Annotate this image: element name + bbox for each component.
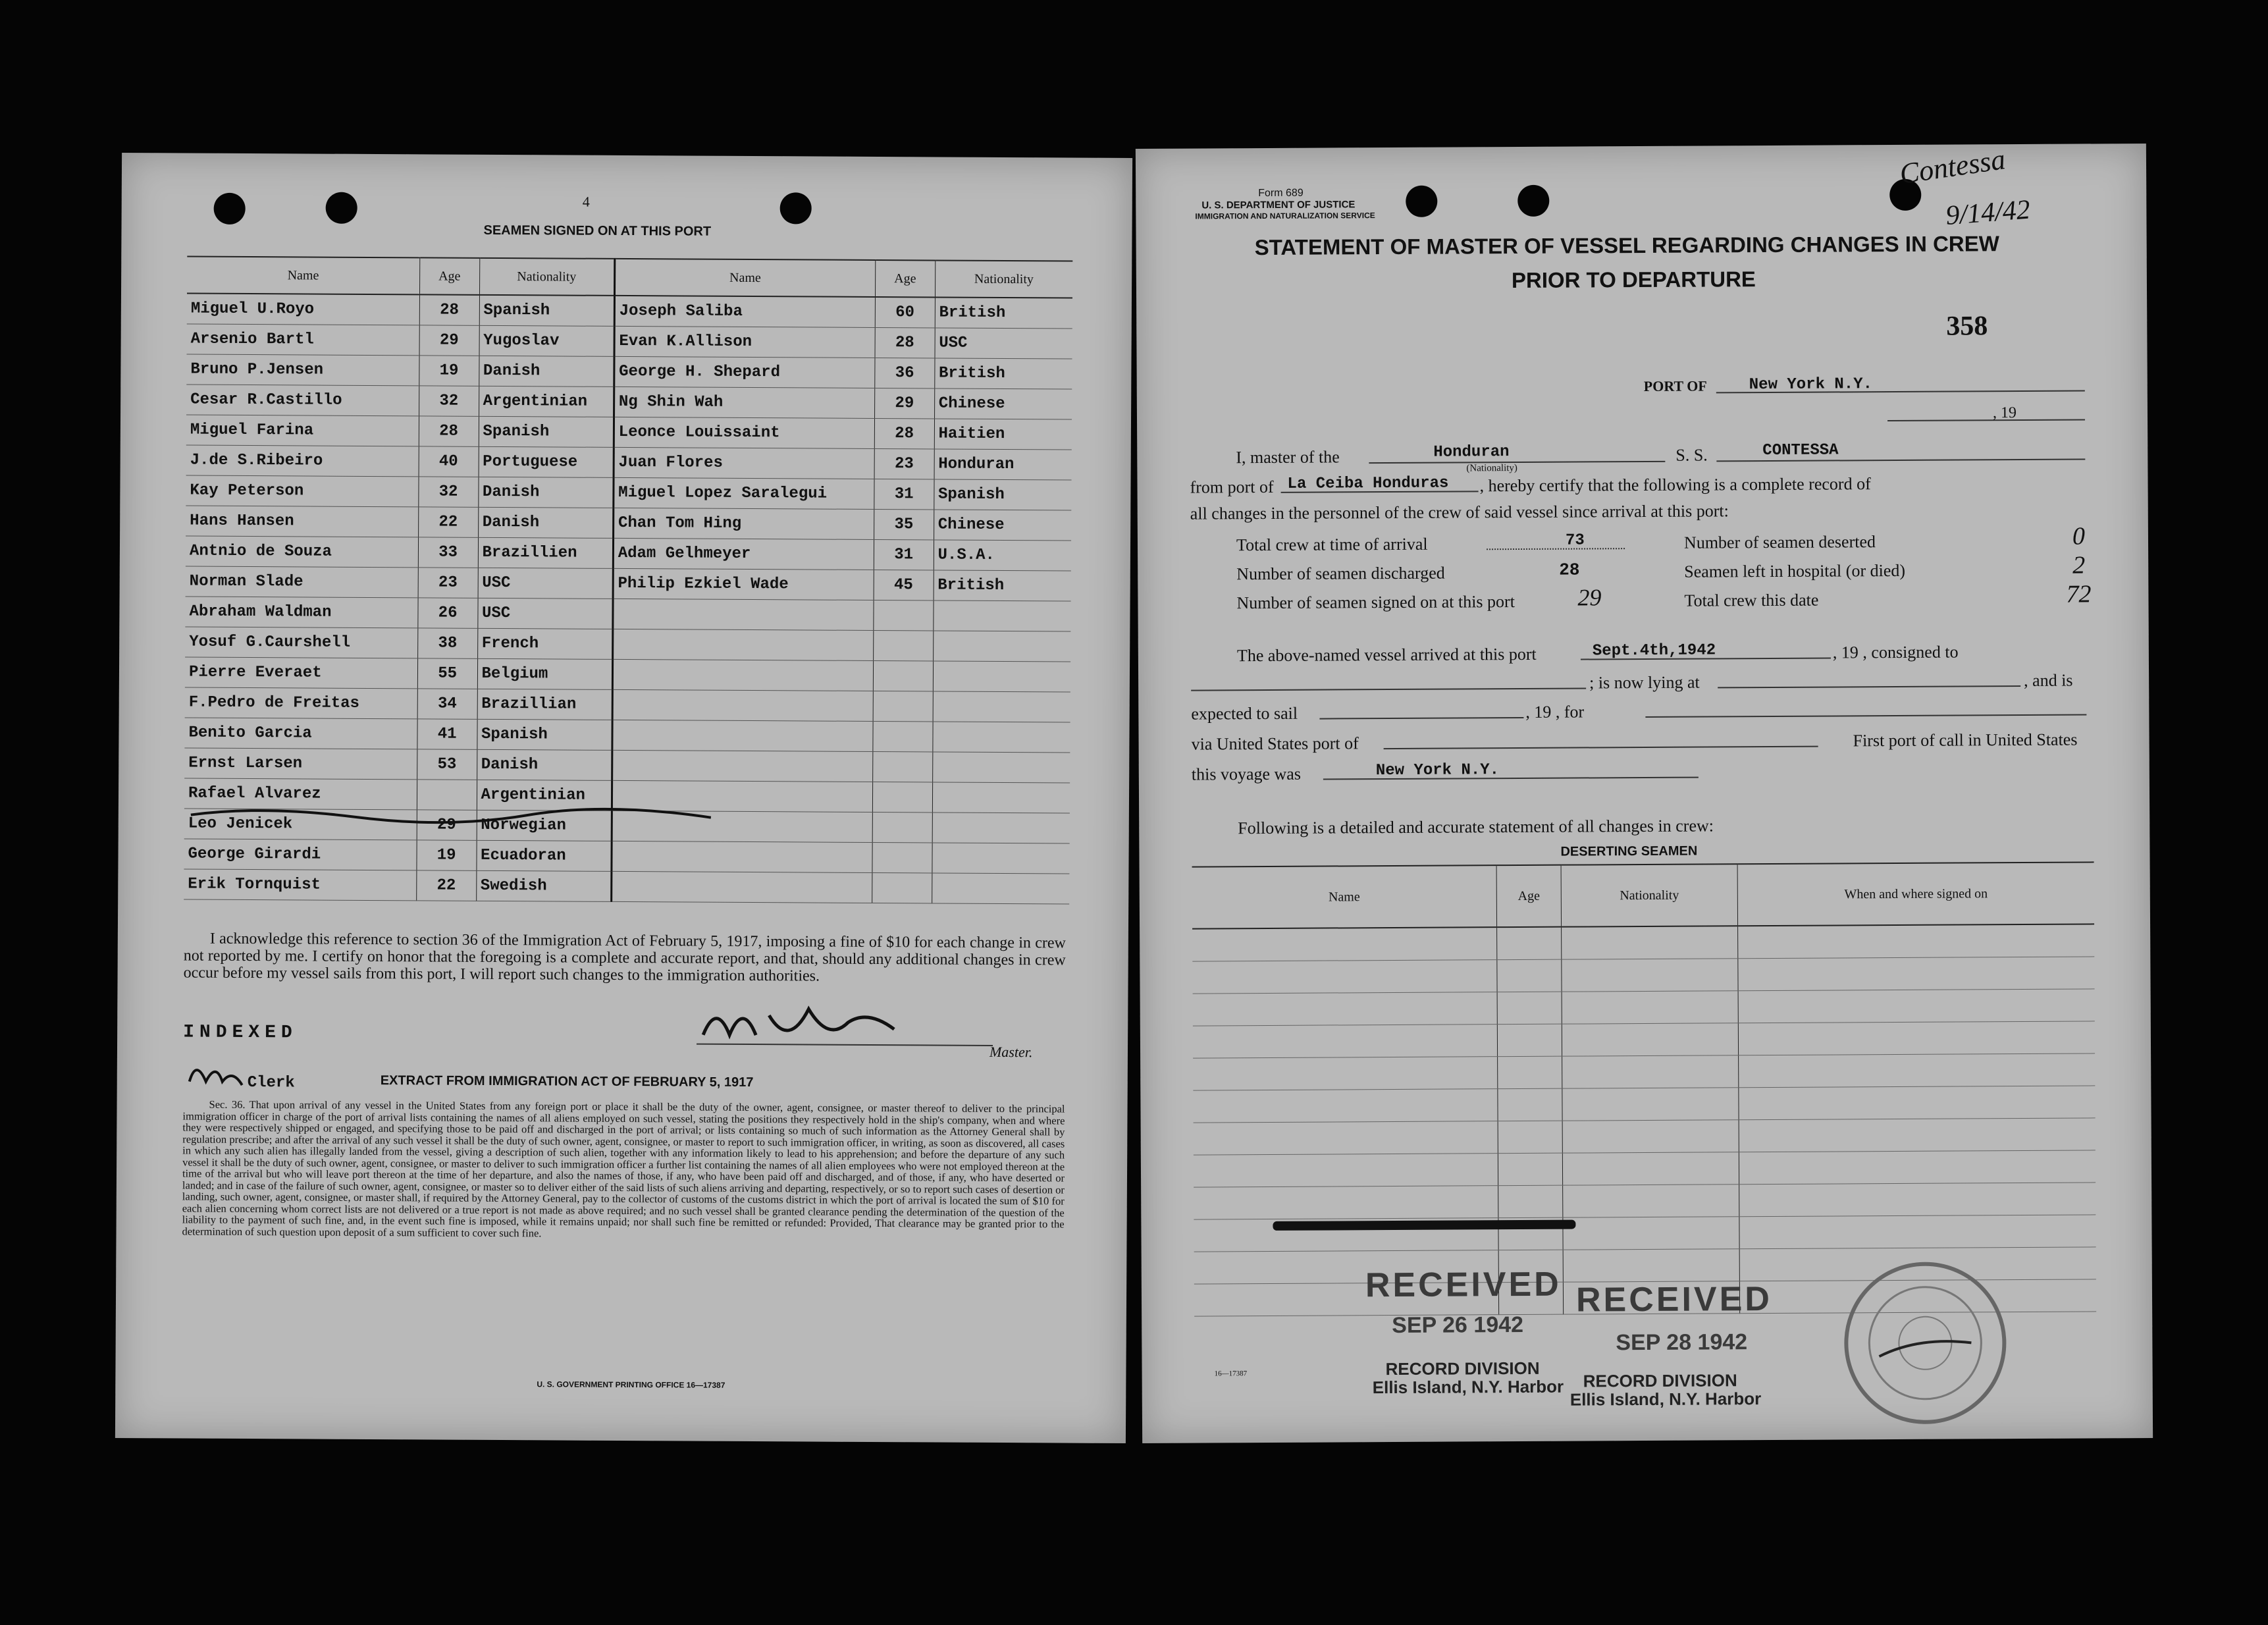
seaman-nationality — [932, 812, 1070, 843]
clerk-initials — [183, 1055, 249, 1095]
seaman-nationality: Chinese — [934, 510, 1071, 541]
for-line — [1645, 714, 2086, 718]
seaman-age: 28 — [419, 294, 479, 325]
seaman-age: 40 — [419, 446, 479, 477]
table-row — [186, 475, 1071, 510]
seamen-discharged-label: Number of seamen discharged — [1236, 563, 1445, 584]
seaman-age — [872, 842, 932, 872]
seaman-nationality: French — [477, 628, 612, 659]
arrived-label: The above-named vessel arrived at this port — [1236, 644, 1537, 666]
lying-label: ; is now lying at — [1589, 672, 1700, 693]
desert-cell — [1562, 991, 1738, 1024]
desert-cell — [1194, 1186, 1498, 1219]
ellis-island-2: Ellis Island, N.Y. Harbor — [1569, 1389, 1762, 1410]
seaman-nationality: Spanish — [477, 719, 612, 750]
desert-cell — [1562, 1152, 1739, 1185]
seaman-name: Chan Tom Hing — [613, 508, 874, 539]
indexed-label: INDEXED — [183, 1022, 298, 1044]
seaman-nationality: Ecuadoran — [476, 840, 611, 871]
desert-cell — [1194, 1154, 1498, 1187]
seaman-age: 19 — [417, 840, 477, 870]
signed-on-label: Number of seamen signed on at this port — [1236, 592, 1515, 613]
seamen-deserted-value: 0 — [2072, 522, 2086, 550]
seaman-name: Philip Ezkiel Wade — [613, 568, 874, 600]
seaman-age — [872, 812, 932, 842]
desert-cell — [1563, 1217, 1739, 1250]
seaman-nationality — [932, 722, 1070, 753]
desert-cell — [1498, 1121, 1562, 1154]
punch-hole — [214, 193, 246, 225]
seaman-name: Yosuf G.Caurshell — [185, 627, 418, 658]
table-row — [186, 536, 1071, 571]
seaman-name: Joseph Saliba — [614, 296, 875, 328]
seaman-nationality: British — [934, 570, 1071, 601]
seaman-nationality: Spanish — [479, 416, 614, 447]
form-title-line1: STATEMENT OF MASTER OF VESSEL REGARDING CHANGES IN CREW — [1254, 231, 1999, 260]
desert-cell — [1739, 1215, 2096, 1249]
seaman-age: 22 — [418, 507, 478, 537]
page-number: 4 — [582, 193, 590, 210]
seaman-nationality — [932, 782, 1070, 813]
seaman-nationality: Honduran — [934, 449, 1072, 480]
seaman-nationality: Danish — [477, 749, 612, 780]
desert-cell — [1738, 1021, 2095, 1055]
received-date-2: SEP 28 1942 — [1616, 1329, 1748, 1356]
seaman-age: 60 — [875, 297, 935, 328]
seaman-name — [612, 689, 873, 721]
desert-cell — [1194, 1121, 1498, 1155]
seaman-name: George H. Shepard — [614, 356, 875, 388]
desert-cell — [1739, 1150, 2096, 1185]
seaman-age: 23 — [874, 448, 934, 479]
year-suffix: , 19 — [1992, 404, 2017, 422]
col-header-nationality: Nationality — [479, 258, 615, 296]
hospital-value: 2 — [2072, 551, 2086, 579]
seaman-name: Erik Tornquist — [184, 869, 417, 901]
printing-office: U. S. GOVERNMENT PRINTING OFFICE 16—17387 — [537, 1379, 725, 1390]
punch-hole — [780, 192, 812, 224]
total-crew-date-value: 72 — [2066, 580, 2092, 608]
desert-cell — [1738, 924, 2095, 958]
desert-cell — [1498, 1056, 1562, 1089]
seaman-age: 31 — [874, 479, 934, 509]
extract-title: EXTRACT FROM IMMIGRATION ACT OF FEBRUARY 5, 1917 — [380, 1073, 754, 1090]
table-row — [1194, 1183, 2096, 1219]
seaman-nationality: Spanish — [479, 295, 614, 327]
seaman-name: J.de S.Ribeiro — [186, 445, 419, 477]
dot-leader — [1487, 548, 1625, 550]
seaman-nationality — [932, 843, 1070, 874]
desert-cell — [1739, 1183, 2096, 1217]
table-row — [186, 385, 1072, 419]
record-division-1: RECORD DIVISION — [1385, 1358, 1540, 1379]
seaman-nationality: Yugoslav — [479, 325, 614, 356]
strike-scribble — [184, 802, 777, 832]
seaman-name: Arsenio Bartl — [187, 324, 420, 356]
seaman-name: Miguel Farina — [186, 415, 419, 446]
left-page — [115, 153, 1132, 1443]
seaman-age: 55 — [417, 658, 477, 689]
seaman-age: 32 — [419, 477, 479, 507]
seaman-name: Leo Jenicek — [184, 809, 417, 840]
punch-hole — [1517, 185, 1549, 217]
desert-cell — [1562, 1055, 1739, 1088]
table-row — [185, 657, 1070, 692]
seaman-nationality: Danish — [478, 507, 613, 538]
desert-cell — [1192, 960, 1497, 994]
via-line — [1384, 746, 1818, 749]
table-row — [1194, 1215, 2096, 1252]
following-label: Following is a detailed and accurate statement of all changes in crew: — [1238, 816, 1714, 838]
port-value: New York N.Y. — [1749, 375, 1873, 394]
seamen-deserted-label: Number of seamen deserted — [1683, 532, 1876, 552]
table-row — [1193, 1086, 2095, 1123]
desert-cell — [1498, 1088, 1562, 1121]
seaman-age: 28 — [874, 418, 934, 448]
table-row — [184, 718, 1070, 753]
voyage-value: New York N.Y. — [1375, 761, 1500, 780]
certify-text-2: all changes in the personnel of the crew of said vessel since arrival at this port: — [1190, 501, 1729, 523]
seaman-nationality — [933, 631, 1070, 662]
table-row — [184, 748, 1070, 783]
seaman-nationality: USC — [478, 568, 613, 599]
nineteen-for: , 19 , for — [1525, 702, 1585, 722]
desert-cell — [1563, 1185, 1739, 1217]
port-of-label: PORT OF — [1643, 377, 1707, 394]
seaman-name: Pierre Everaet — [185, 657, 418, 689]
desert-cell — [1497, 992, 1562, 1025]
seaman-name: Leonce Louissaint — [614, 417, 874, 448]
seaman-age — [873, 691, 933, 721]
seaman-name: Rafael Alvarez — [184, 778, 417, 810]
seaman-age: 26 — [418, 598, 478, 628]
seaman-name — [612, 750, 872, 782]
seaman-nationality — [933, 600, 1070, 631]
received-date-1: SEP 26 1942 — [1392, 1312, 1524, 1339]
col-header-nationality: Nationality — [935, 260, 1072, 298]
table-row — [186, 445, 1072, 480]
seaman-nationality: Swedish — [476, 870, 611, 901]
seaman-nationality: USC — [477, 598, 612, 629]
seaman-age — [872, 782, 932, 812]
seaman-name: Evan K.Allison — [614, 326, 875, 358]
seaman-age — [873, 660, 933, 691]
seaman-age — [874, 600, 934, 630]
lying-line — [1718, 685, 2020, 688]
desert-cell — [1193, 1089, 1498, 1123]
seaman-name: F.Pedro de Freitas — [185, 687, 418, 719]
received-stamp-2: RECEIVED — [1575, 1279, 1773, 1319]
consigned-label: , 19 , consigned to — [1832, 642, 1959, 662]
seaman-age: 41 — [417, 719, 477, 749]
seamen-discharged-value: 28 — [1559, 560, 1580, 580]
seaman-name: Benito Garcia — [184, 718, 417, 749]
table-row — [187, 294, 1072, 329]
seaman-name: Ng Shin Wah — [614, 386, 874, 418]
table-row — [186, 566, 1071, 601]
master-label: Master. — [989, 1043, 1033, 1061]
table-row — [1194, 1150, 2096, 1187]
seaman-name — [612, 659, 873, 691]
seaman-name: Ernst Larsen — [184, 748, 417, 780]
table-row — [1193, 1053, 2095, 1090]
table-row — [1194, 1118, 2096, 1155]
table-row — [1193, 1021, 2095, 1058]
desert-cell — [1192, 927, 1497, 961]
seaman-age: 28 — [875, 327, 935, 358]
clerk-label: Clerk — [247, 1074, 295, 1092]
seaman-nationality: British — [935, 297, 1072, 329]
table-row — [1192, 957, 2094, 994]
deserting-seamen-table — [1192, 861, 2097, 1316]
desert-header-name: Name — [1192, 865, 1497, 928]
seaman-name: George Girardi — [184, 839, 417, 870]
desert-cell — [1497, 927, 1562, 960]
desert-cell — [1739, 1086, 2096, 1120]
form-code: 16—17387 — [1214, 1370, 1248, 1378]
seaman-nationality — [932, 752, 1070, 783]
seaman-nationality: U.S.A. — [934, 540, 1071, 571]
punch-hole — [326, 192, 357, 224]
desert-header-nationality: Nationality — [1561, 864, 1737, 926]
seaman-nationality — [933, 691, 1070, 722]
master-of-label: I, master of the — [1236, 447, 1340, 467]
desert-cell — [1563, 1249, 1739, 1282]
seaman-age: 35 — [874, 509, 934, 539]
expected-line — [1319, 717, 1523, 720]
desert-cell — [1738, 989, 2095, 1023]
seaman-nationality: Haitien — [934, 419, 1072, 450]
department: U. S. DEPARTMENT OF JUSTICE — [1201, 199, 1356, 211]
seaman-name: Hans Hansen — [186, 506, 419, 537]
seaman-name — [612, 720, 873, 751]
redaction-mark — [1273, 1220, 1575, 1231]
desert-cell — [1562, 1023, 1738, 1056]
first-port-label: First port of call in United States — [1853, 730, 2078, 751]
desert-cell — [1497, 959, 1562, 992]
seaman-age: 29 — [417, 810, 477, 840]
table-row — [184, 869, 1069, 904]
desert-cell — [1193, 992, 1498, 1026]
table-row — [186, 354, 1072, 389]
col-header-name: Name — [614, 259, 875, 297]
desert-header-age: Age — [1496, 865, 1561, 928]
seaman-age: 23 — [418, 568, 478, 598]
right-page — [1136, 144, 2153, 1443]
record-division-2: RECORD DIVISION — [1583, 1370, 1737, 1391]
naturalization-seal — [1839, 1257, 2011, 1429]
table-row — [186, 506, 1071, 541]
seaman-age: 33 — [418, 537, 478, 568]
table-row — [1192, 924, 2094, 961]
desert-cell — [1193, 1025, 1498, 1058]
seaman-age: 45 — [874, 570, 934, 600]
col-header-name: Name — [187, 257, 420, 295]
seaman-name: Miguel Lopez Saralegui — [614, 477, 874, 509]
received-stamp-1: RECEIVED — [1365, 1265, 1562, 1305]
seaman-nationality: Danish — [478, 477, 613, 508]
desert-cell — [1498, 1185, 1563, 1218]
signed-on-value: 29 — [1577, 584, 1602, 611]
nationality-caption: (Nationality) — [1466, 463, 1517, 474]
stamp-number: 358 — [1946, 311, 1988, 342]
total-crew-arrival-value: 73 — [1565, 531, 1585, 550]
desert-cell — [1497, 1024, 1562, 1057]
desert-cell — [1562, 959, 1738, 992]
seaman-name: Abraham Waldman — [185, 597, 418, 628]
ss-label: S. S. — [1675, 445, 1708, 465]
seaman-name: Cesar R.Castillo — [186, 385, 419, 416]
total-crew-date-label: Total crew this date — [1684, 590, 1819, 610]
seaman-nationality: Argentinian — [479, 386, 614, 417]
desert-cell — [1193, 1057, 1498, 1090]
seaman-age — [873, 721, 933, 751]
seaman-age — [873, 630, 933, 660]
table-row — [185, 597, 1070, 631]
desert-cell — [1738, 957, 2095, 991]
seaman-name: Juan Flores — [614, 447, 874, 479]
service: IMMIGRATION AND NATURALIZATION SERVICE — [1195, 211, 1375, 221]
master-signature — [697, 996, 914, 1056]
desert-cell — [1562, 1120, 1739, 1153]
arrived-value: Sept.4th,1942 — [1592, 641, 1716, 660]
seaman-nationality: Chinese — [934, 388, 1072, 419]
seaman-name: Bruno P.Jensen — [186, 354, 419, 386]
seaman-nationality: Argentinian — [477, 780, 612, 811]
and-is: , and is — [2024, 670, 2073, 690]
from-port-label: from port of — [1190, 477, 1274, 497]
seaman-name: Adam Gelhmeyer — [613, 538, 874, 570]
table-row — [186, 415, 1072, 450]
seaman-age: 53 — [417, 749, 477, 780]
seaman-age: 34 — [417, 689, 477, 719]
seaman-name: Kay Peterson — [186, 475, 419, 507]
from-port-value: La Ceiba Honduras — [1287, 474, 1449, 493]
acknowledgment-text: I acknowledge this reference to section 36 of the Immigration Act of February 5, 1917, imposing a fine of $10 for each change in crew not reported by me. I certify on honor that the foregoing is a complete and accurate report, and that, should any additional changes in crew occur before my vessel sails from this port, I will report such changes to the immigration authorities. — [183, 930, 1066, 985]
seaman-nationality: Brazillian — [477, 689, 612, 720]
voyage-label: this voyage was — [1191, 764, 1302, 784]
seaman-age: 29 — [419, 325, 479, 356]
seaman-nationality: Brazillien — [478, 537, 613, 568]
form-title-line2: PRIOR TO DEPARTURE — [1511, 267, 1756, 293]
seaman-age — [872, 872, 932, 903]
table-row — [1193, 989, 2095, 1026]
via-label: via United States port of — [1191, 733, 1359, 754]
seaman-name: Antnio de Souza — [186, 536, 419, 568]
hospital-label: Seamen left in hospital (or died) — [1684, 560, 1906, 581]
form-number: Form 689 — [1258, 187, 1304, 200]
consignee-line — [1191, 687, 1586, 691]
table-row — [185, 627, 1070, 662]
seaman-name: Miguel U.Royo — [187, 294, 420, 325]
seaman-name — [612, 841, 872, 872]
seaman-age: 22 — [416, 870, 476, 901]
expected-label: expected to sail — [1191, 703, 1298, 724]
seaman-age: 29 — [874, 388, 934, 418]
desert-cell — [1562, 926, 1738, 959]
desert-cell — [1739, 1053, 2096, 1088]
seaman-name — [613, 599, 874, 630]
seaman-nationality — [932, 873, 1069, 904]
seaman-age: 31 — [874, 539, 934, 570]
seaman-nationality: Belgium — [477, 658, 612, 689]
nationality-value: Honduran — [1433, 443, 1510, 462]
desert-header-when: When and where signed on — [1737, 862, 2094, 926]
seaman-nationality: Danish — [479, 356, 614, 386]
ship-name: CONTESSA — [1762, 441, 1839, 460]
col-header-age: Age — [875, 260, 935, 297]
seaman-name — [612, 629, 873, 660]
desert-cell — [1562, 1088, 1739, 1121]
deserting-title: DESERTING SEAMEN — [1560, 843, 1698, 859]
seaman-nationality — [933, 661, 1070, 692]
certify-text: , hereby certify that the following is a complete record of — [1479, 474, 1871, 496]
seaman-nationality: British — [934, 358, 1072, 389]
seaman-age: 19 — [419, 356, 479, 386]
signed-on-title: SEAMEN SIGNED ON AT THIS PORT — [483, 223, 712, 239]
total-crew-arrival-label: Total crew at time of arrival — [1236, 534, 1428, 555]
handwritten-corner: Contessa — [1897, 143, 2008, 190]
seaman-age: 28 — [419, 416, 479, 446]
desert-cell — [1498, 1153, 1562, 1186]
ellis-island-1: Ellis Island, N.Y. Harbor — [1372, 1376, 1564, 1398]
seaman-age: 38 — [417, 628, 477, 658]
table-row — [184, 839, 1069, 874]
seaman-nationality: Spanish — [934, 479, 1071, 510]
table-row — [187, 324, 1072, 359]
seaman-nationality: Norwegian — [477, 810, 612, 841]
seaman-nationality: Portuguese — [479, 446, 614, 477]
table-row — [185, 687, 1070, 722]
desert-cell — [1739, 1118, 2096, 1152]
seaman-age: 36 — [875, 358, 935, 388]
seaman-name — [611, 871, 872, 903]
seaman-nationality: USC — [935, 328, 1072, 359]
section-36-text: Sec. 36. That upon arrival of any vessel in the United States from any foreign port or place it shall be the duty of the owner, agent, consignee, or master thereof to deliver to the principal immigration officer in charge of the port of arrival lists containing the names of all aliens employed on such vessel, stating the positions they respectively hold in the ship's company, when and where they were respectively shipped or engaged, and specifying those to be paid off and discharged in the port of arrival; or lists containing so much of such information as the Attorney General shall by regulation prescribe; and after the arrival of any such vessel it shall be the duty of such owner, agent, consignee, or master to report to such immigration officer, in writing, as soon as discovered, all cases in which any such alien has illegally landed from the vessel, giving a description of such alien, together with any information likely to lead to his apprehension; and before the departure of any such vessel it shall be the duty of such owner, agent, consignee, or master to deliver to such immigration officer a further list containing the names of all alien employees who were not employed thereon at the time of the arrival but who will leave port thereon at the time of her departure, and also the names of those, if any, who have been paid off and discharged, and of those, if any, who have deserted or landed; and in case of the failure of such owner, agent, consignee, or master so to deliver either of the said lists of such aliens arriving and departing, respectively, or so to report such cases of desertion or landing, such owner, agent, consignee, or master shall, if required by the Attorney General, pay to the collector of customs of the customs district in which the port of arrival is located the sum of $10 for each alien concerning whom correct lists are not delivered or a true report is not made as above required; and no such vessel shall be granted clearance pending the determination of the question of the liability to the payment of such fine, and, in the event such fine is imposed, while it remains unpaid; nor shall such fine be remitted or refunded: Provided, That clearance may be granted prior to the determination of such question upon deposit of a sum sufficient to cover such fine. — [182, 1098, 1065, 1239]
seaman-age — [872, 751, 932, 782]
seaman-age: 32 — [419, 386, 479, 416]
seaman-name: Norman Slade — [186, 566, 419, 598]
handwritten-number: 9/14/42 — [1944, 194, 2032, 232]
punch-hole — [1406, 186, 1437, 217]
date-line — [1887, 419, 2085, 421]
col-header-age: Age — [419, 257, 479, 294]
